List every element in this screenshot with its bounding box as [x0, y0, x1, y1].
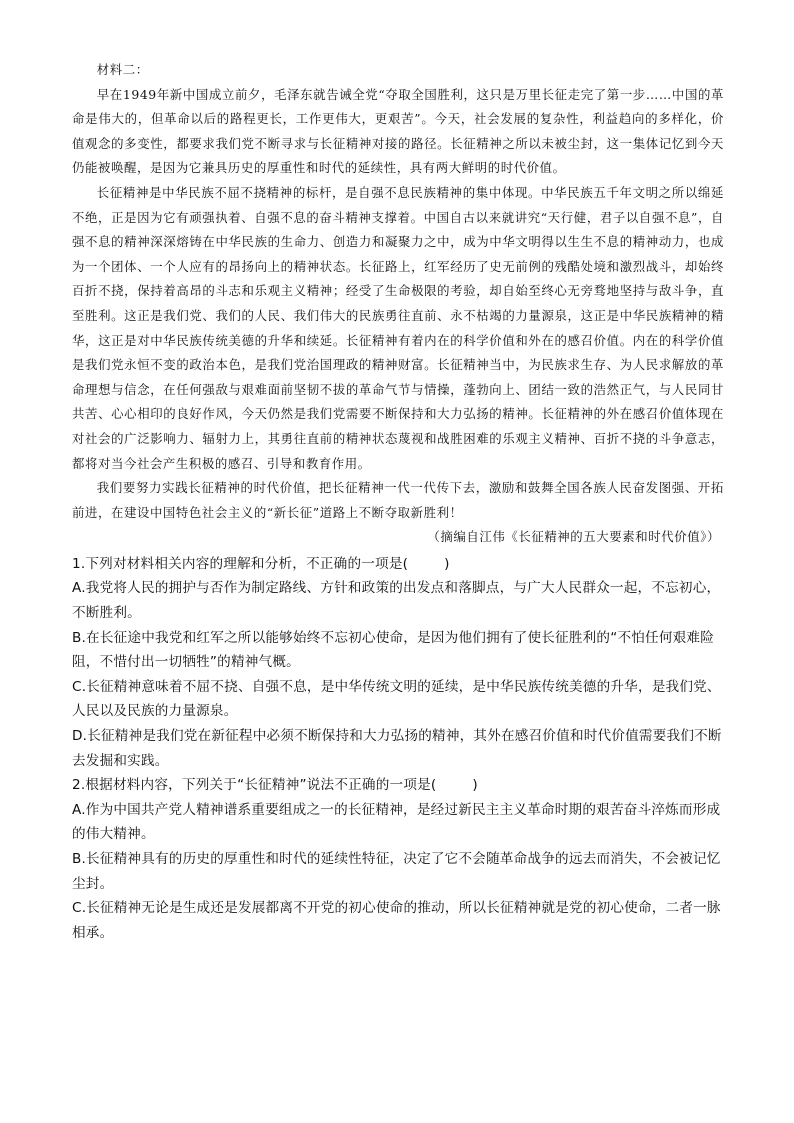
question-2-option-c: C.长征精神无论是生成还是发展都离不开党的初心使命的推动，所以长征精神就是党的初心使命，二者一脉相承。: [72, 900, 721, 941]
question-2: [72, 773, 724, 945]
question-1-option-a: A.我党将人民的拥护与否作为制定路线、方针和政策的出发点和落脚点，与广大人民群众一起，不忘初心，不断胜利。: [72, 580, 721, 622]
question-2-stem-text: 2.根据材料内容，下列关于“长征精神”说法不正确的一项是(: [72, 777, 437, 794]
material-paragraph-3: 我们要努力实践长征精神的时代价值，把长征精神一代一代传下去，激励和鼓舞全国各族人民奋发图强、开拓前进，在建设中国特色社会主义的“新长征”道路上不断夺取新胜利！: [72, 480, 724, 520]
material-source: （摘编自江伟《长征精神的五大要素和时代价值》）: [427, 529, 720, 545]
question-1-option-b: B.在长征途中我党和红军之所以能够始终不忘初心使命，是因为他们拥有了使长征胜利的“不怕任何艰难险阻，不惜付出一切牺牲”的精神气概。: [72, 629, 715, 671]
question-2-stem: [72, 773, 724, 798]
question-1-stem-text: 1.下列对材料相关内容的理解和分析，不正确的一项是(: [72, 555, 409, 572]
question-1: [72, 552, 724, 773]
question-2-stem-close: ): [472, 777, 478, 794]
document-page: [72, 58, 724, 945]
question-1-option-c: C.长征精神意味着不屈不挠、自强不息，是中华传统文明的延续，是中华民族传统美德的升华，是我们党、人民以及民族的力量源泉。: [72, 678, 721, 720]
reading-material: [72, 58, 724, 550]
question-1-stem-close: ): [444, 555, 450, 572]
question-list: [72, 552, 724, 946]
question-1-stem: [72, 552, 724, 577]
material-heading: 材料二：: [96, 62, 149, 77]
material-paragraph-1: 早在1949年新中国成立前夕，毛泽东就告诫全党“夺取全国胜利，这只是万里长征走完了第一步……中国的革命是伟大的，但革命以后的路程更长，工作更伟大，更艰苦”。今天，社会发展的复杂性，利益趋向的多样化，价值观念的多变性，都要求我们党不断寻求与长征精神对接的路径。长征精神之所以未被尘封，这一集体记忆到今天仍能被唤醒，是因为它兼具历史的厚重性和时代的延续性，具有两大鲜明的时代价值。: [72, 86, 724, 176]
question-2-option-a: A.作为中国共产党人精神谱系重要组成之一的长征精神，是经过新民主主义革命时期的艰苦奋斗淬炼而形成的伟大精神。: [72, 801, 721, 843]
question-2-option-b: B.长征精神具有的历史的厚重性和时代的延续性特征，决定了它不会随革命战争的远去而消失，不会被记忆尘封。: [72, 851, 721, 892]
material-paragraph-2: 长征精神是中华民族不屈不挠精神的标杆，是自强不息民族精神的集中体现。中华民族五千年文明之所以绵延不绝，正是因为它有顽强执着、自强不息的奋斗精神支撑着。中国自古以来就讲究“天行健，君子以自强不息”，自强不息的精神深深熔铸在中华民族的生命力、创造力和凝聚力之中，成为中华文明得以生生不息的精神动力，也成为一个团体、一个人应有的昂扬向上的精神状态。长征路上，红军经历了史无前例的残酷处境和激烈战斗，却始终百折不挠，保持着高昂的斗志和乐观主义精神；经受了生命极限的考验，却自始至终心无旁骛地坚持与敌斗争，直至胜利。这正是我们党、我们的人民、我们伟大的民族勇往直前、永不枯竭的力量源泉，这正是中华民族精神的精华，这正是对中华民族传统美德的升华和续延。长征精神有着内在的科学价值和外在的感召价值。内在的科学价值是我们党永恒不变的政治本色，是我们党治国理政的精神财富。长征精神当中，为民族求生存、为人民求解放的革命理想与信念，在任何强敌与艰难面前坚韧不拔的革命气节与情操，蓬勃向上、团结一致的浩然正气，与人民同甘共苦、心心相印的良好作风，今天仍然是我们党需要不断保持和大力弘扬的精神。长征精神的外在感召价值体现在对社会的广泛影响力、辐射力上，其勇往直前的精神状态蔑视和战胜困难的乐观主义精神、百折不挠的斗争意志，都将对当今社会产生积极的感召、引导和教育作用。: [72, 184, 724, 471]
question-1-option-d: D.长征精神是我们党在新征程中必须不断保持和大力弘扬的精神，其外在感召价值和时代价值需要我们不断去发掘和实践。: [72, 728, 722, 769]
